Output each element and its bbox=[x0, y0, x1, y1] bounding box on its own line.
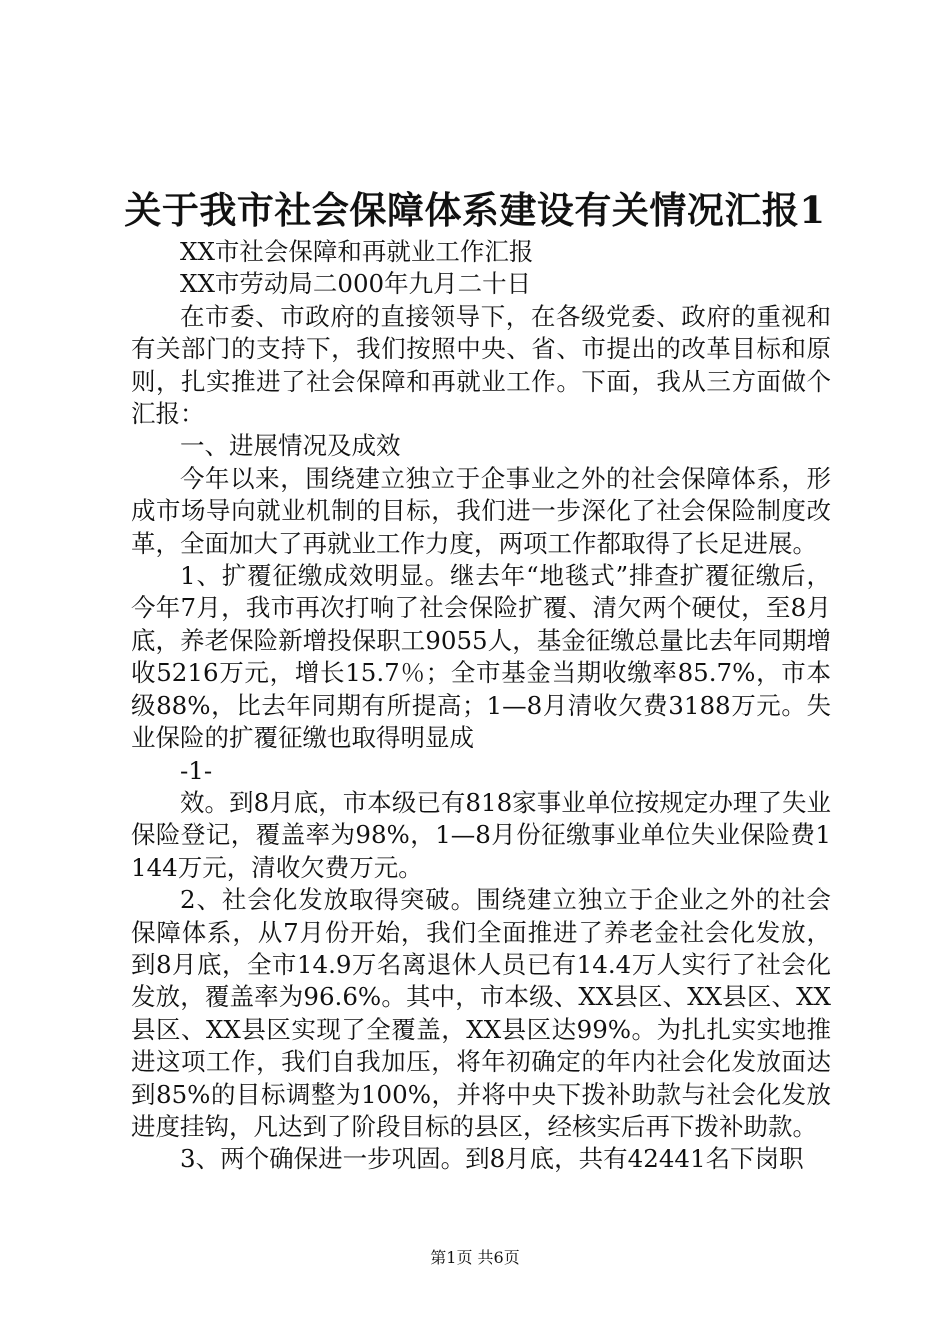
paragraph-intro: 在市委、市政府的直接领导下，在各级党委、政府的重视和有关部门的支持下，我们按照中央、省、市提出的改革目标和原则，扎实推进了社会保障和再就业工作。下面，我从三方面做个汇报： bbox=[131, 301, 831, 429]
paragraph-item-1: 1、扩覆征缴成效明显。继去年“地毯式”排查扩覆征缴后，今年7月，我市再次打响了社会保险扩覆、清欠两个硬仗，至8月底，养老保险新增投保职工9055人，基金征缴总量比去年同期增收5216万元，增长15.7％；全市基金当期收缴率85.7%，市本级88%，比去年同期有所提高；1—8月清收欠费3188万元。失业保险的扩覆征缴也取得明显成 bbox=[131, 561, 831, 753]
section-heading-progress: 一、进展情况及成效 bbox=[180, 431, 401, 461]
inline-page-number: -1- bbox=[180, 755, 213, 785]
paragraph-item-2: 2、社会化发放取得突破。围绕建立独立于企业之外的社会保障体系，从7月份开始，我们全面推进了养老金社会化发放，到8月底，全市14.9万名离退休人员已有14.4万人实行了社会化发放，覆盖率为96.6%。其中，市本级、XX县区、XX县区、XX县区、XX县区实现了全覆盖，XX县区达99%。为扎扎实实地推进这项工作，我们自我加压，将年初确定的年内社会化发放面达到85%的目标调整为100%，并将中央下拨补助款与社会化发放进度挂钩，凡达到了阶段目标的县区，经核实后再下拨补助款。 bbox=[131, 885, 831, 1141]
paragraph-progress-overview: 今年以来，围绕建立独立于企事业之外的社会保障体系，形成市场导向就业机制的目标，我们进一步深化了社会保险制度改革，全面加大了再就业工作力度，两项工作都取得了长足进展。 bbox=[131, 463, 831, 558]
paragraph-item-1-continued: 效。到8月底，市本级已有818家事业单位按规定办理了失业保险登记，覆盖率为98%，1—8月份征缴事业单位失业保险费1144万元，清收欠费万元。 bbox=[131, 787, 831, 882]
paragraph-report-author-date: XX市劳动局二000年九月二十日 bbox=[180, 269, 532, 299]
document-body bbox=[131, 236, 831, 1176]
paragraph-item-3: 3、两个确保进一步巩固。到8月底，共有42441名下岗职 bbox=[180, 1144, 804, 1174]
page-footer: 第1页 共6页 bbox=[430, 1248, 520, 1267]
paragraph-report-heading: XX市社会保障和再就业工作汇报 bbox=[180, 237, 534, 266]
document-title: 关于我市社会保障体系建设有关情况汇报1 bbox=[124, 188, 826, 232]
